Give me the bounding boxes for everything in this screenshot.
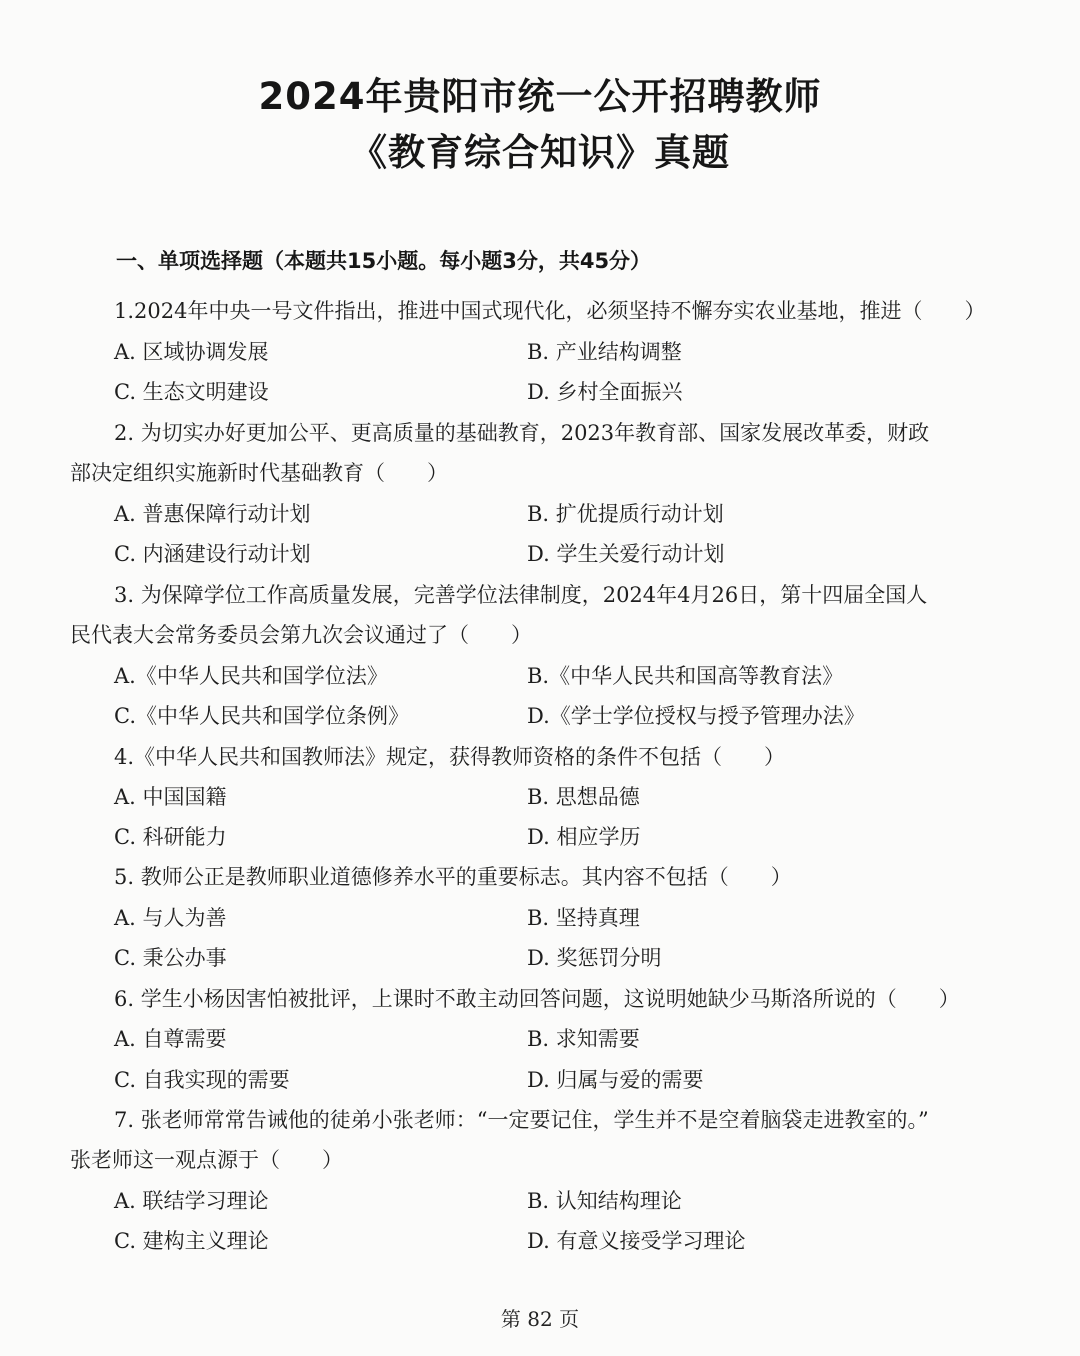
question-5-stem: 5. 教师公正是教师职业道德修养水平的重要标志。其内容不包括（ ） xyxy=(114,865,792,889)
question-6-option-d: D. 归属与爱的需要 xyxy=(527,1068,704,1092)
question-3-option-b: B.《中华人民共和国高等教育法》 xyxy=(527,664,844,688)
question-4-option-c: C. 科研能力 xyxy=(114,825,227,849)
question-6-option-a: A. 自尊需要 xyxy=(114,1027,227,1051)
question-1-option-d: D. 乡村全面振兴 xyxy=(527,380,683,404)
question-2-stem-continued: 部决定组织实施新时代基础教育（ ） xyxy=(70,461,448,485)
question-2-option-b: B. 扩优提质行动计划 xyxy=(527,502,724,526)
question-4-option-b: B. 思想品德 xyxy=(527,785,640,809)
question-3-option-d: D.《学士学位授权与授予管理办法》 xyxy=(527,704,865,728)
question-2-option-c: C. 内涵建设行动计划 xyxy=(114,542,311,566)
section-heading: 一、单项选择题（本题共15小题。每小题3分，共45分） xyxy=(116,249,652,273)
question-5-option-c: C. 秉公办事 xyxy=(114,946,227,970)
page-title-line1: 2024年贵阳市统一公开招聘教师 xyxy=(258,75,822,118)
question-4-option-d: D. 相应学历 xyxy=(527,825,641,849)
question-7-stem-continued: 张老师这一观点源于（ ） xyxy=(70,1148,343,1172)
page-number: 第 82 页 xyxy=(500,1307,580,1331)
question-1-option-a: A. 区域协调发展 xyxy=(114,340,269,364)
question-2-option-d: D. 学生关爱行动计划 xyxy=(527,542,725,566)
question-6-stem: 6. 学生小杨因害怕被批评，上课时不敢主动回答问题，这说明她缺少马斯洛所说的（ ） xyxy=(114,987,960,1011)
question-4-stem: 4.《中华人民共和国教师法》规定，获得教师资格的条件不包括（ ） xyxy=(114,745,786,769)
question-7-option-a: A. 联结学习理论 xyxy=(114,1189,269,1213)
question-5-option-d: D. 奖惩罚分明 xyxy=(527,946,662,970)
question-7-option-c: C. 建构主义理论 xyxy=(114,1229,269,1253)
question-7-option-d: D. 有意义接受学习理论 xyxy=(527,1229,746,1253)
question-5-option-b: B. 坚持真理 xyxy=(527,906,640,930)
question-7-stem: 7. 张老师常常告诫他的徒弟小张老师：“一定要记住，学生并不是空着脑袋走进教室的。” xyxy=(114,1108,929,1132)
question-1-stem: 1.2024年中央一号文件指出，推进中国式现代化，必须坚持不懈夯实农业基地，推进（ ） xyxy=(114,299,986,323)
question-3-stem: 3. 为保障学位工作高质量发展，完善学位法律制度，2024年4月26日，第十四届全国人 xyxy=(114,583,928,607)
question-4-option-a: A. 中国国籍 xyxy=(114,785,227,809)
question-2-stem: 2. 为切实办好更加公平、更高质量的基础教育，2023年教育部、国家发展改革委，财政 xyxy=(114,421,930,445)
page-title-line2: 《教育综合知识》真题 xyxy=(350,131,730,174)
question-6-option-c: C. 自我实现的需要 xyxy=(114,1068,290,1092)
question-2-option-a: A. 普惠保障行动计划 xyxy=(114,502,311,526)
question-5-option-a: A. 与人为善 xyxy=(114,906,227,930)
question-1-option-c: C. 生态文明建设 xyxy=(114,380,269,404)
question-3-option-a: A.《中华人民共和国学位法》 xyxy=(114,664,388,688)
question-1-option-b: B. 产业结构调整 xyxy=(527,340,682,364)
question-3-option-c: C.《中华人民共和国学位条例》 xyxy=(114,704,409,728)
question-3-stem-continued: 民代表大会常务委员会第九次会议通过了（ ） xyxy=(70,623,532,647)
question-7-option-b: B. 认知结构理论 xyxy=(527,1189,682,1213)
question-6-option-b: B. 求知需要 xyxy=(527,1027,640,1051)
